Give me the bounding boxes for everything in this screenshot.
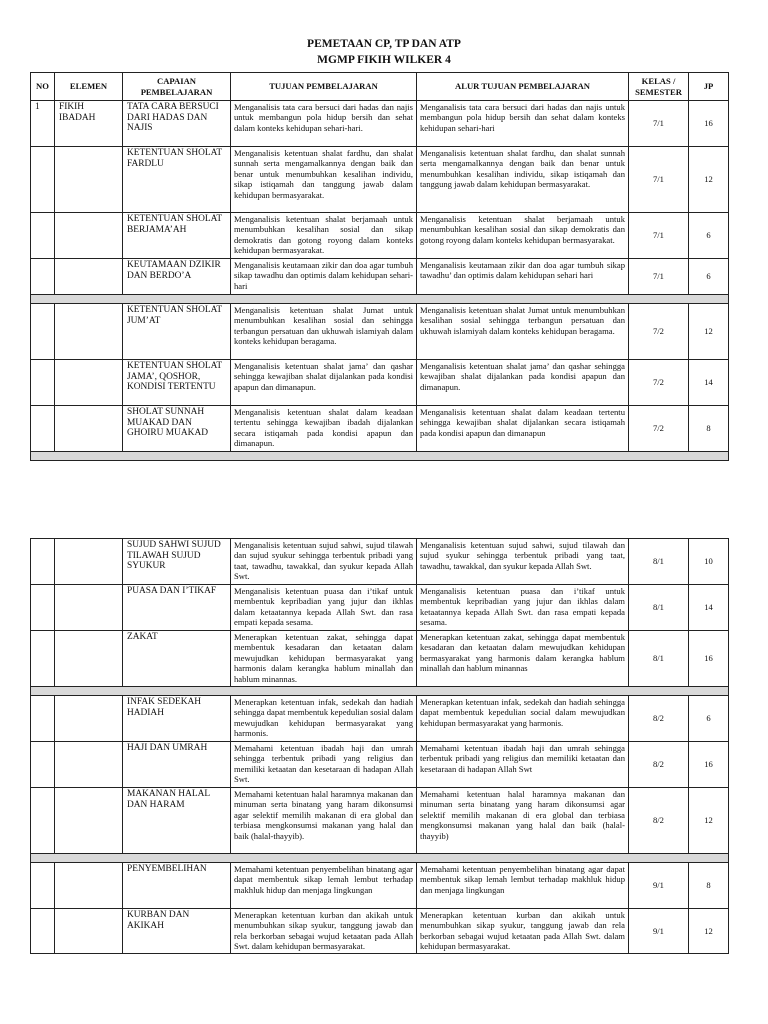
header-jp: JP [689, 73, 729, 101]
jp-cell: 6 [689, 259, 729, 295]
jp-cell: 8 [689, 406, 729, 452]
jp-cell: 16 [689, 101, 729, 147]
table-row [31, 539, 729, 585]
jp-cell: 10 [689, 539, 729, 585]
tujuan-cell: Menganalisis ketentuan shalat jama’ dan qashar sehingga kewajiban shalat dijalankan pada kondisi apapun dan dimanapun. [231, 360, 417, 406]
alur-cell: Menganalisis ketentuan shalat berjamaah untuk menumbuhkan kesalihan sosial dan sikap demokratis dan gotong royong dalam konteks kehidupan bermasyarakat. [417, 213, 629, 259]
header-kelas: KELAS / SEMESTER [629, 73, 689, 101]
tujuan-cell: Memahami ketentuan penyembelihan binatang agar dapat membentuk sikap lemah lembut terhadap makhluk hidup dan menjaga lingkungan [231, 863, 417, 909]
elemen-cell [55, 863, 123, 909]
alur-cell: Menganalisis tata cara bersuci dari hadas dan najis untuk membangun pola hidup bersih dan sehat dalam konteks kehidupan sehari-hari [417, 101, 629, 147]
alur-cell: Menganalisis ketentuan shalat jama’ dan qashar sehingga kewajiban shalat dijalankan pada kondisi apapun dan dimanapun. [417, 360, 629, 406]
row-number [31, 631, 55, 687]
row-number [31, 304, 55, 360]
table-row [31, 360, 729, 406]
elemen-cell [55, 360, 123, 406]
table-row [31, 909, 729, 954]
tujuan-cell: Menganalisis keutamaan zikir dan doa agar tumbuh sikap tawadhu dan optimis dalam kehidupan sehari-hari [231, 259, 417, 295]
row-number [31, 863, 55, 909]
kelas-cell: 7/2 [629, 406, 689, 452]
alur-cell: Memahami ketentuan penyembelihan binatang agar dapat membentuk sikap lemah lembut terhadap makhluk hidup dan menjaga lingkungan [417, 863, 629, 909]
elemen-cell [55, 147, 123, 213]
kelas-cell: 8/1 [629, 631, 689, 687]
jp-cell: 6 [689, 213, 729, 259]
kelas-cell: 8/2 [629, 696, 689, 742]
table-row [31, 101, 729, 147]
header-elemen: ELEMEN [55, 73, 123, 101]
jp-cell: 16 [689, 742, 729, 788]
alur-cell: Menganalisis ketentuan shalat dalam keadaan tertentu sehingga kewajiban shalat dijalankan secara istiqamah pada kondisi apapun dan dimanapun [417, 406, 629, 452]
capaian-cell: KETENTUAN SHOLAT BERJAMA’AH [123, 213, 231, 259]
header-alur: ALUR TUJUAN PEMBELAJARAN [417, 73, 629, 101]
capaian-cell: PUASA DAN I’TIKAF [123, 585, 231, 631]
elemen-cell [55, 631, 123, 687]
tujuan-cell: Menerapkan ketentuan infak, sedekah dan hadiah sehingga dapat membentuk kepedulian sosial dalam mewujudkan kehidupan bermasyarakat yang harmonis. [231, 696, 417, 742]
document-title: PEMETAAN CP, TP DAN ATP [307, 38, 461, 50]
jp-cell: 14 [689, 360, 729, 406]
tujuan-cell: Menganalisis ketentuan shalat dalam keadaan tertentu sehingga kewajiban ibadah dijalankan secara istiqamah pada kondisi apapun dan dimanapun. [231, 406, 417, 452]
capaian-cell: ZAKAT [123, 631, 231, 687]
table-row [31, 585, 729, 631]
elemen-cell [55, 742, 123, 788]
table-row [31, 696, 729, 742]
tujuan-cell: Menganalisis ketentuan shalat berjamaah untuk menumbuhkan kesalihan sosial dan sikap demokratis dan gotong royong dalam konteks kehidupan bermasyarakat. [231, 213, 417, 259]
tujuan-cell: Menganalisis ketentuan shalat fardhu, dan shalat sunnah serta mengamalkannya dengan baik dan benar untuk menumbuhkan kesalihan individu, sikap istiqamah dan tanggung jawab dalam kehidupan bermasyarakat. [231, 147, 417, 213]
kelas-cell: 7/1 [629, 213, 689, 259]
capaian-cell: SHOLAT SUNNAH MUAKAD DAN GHOIRU MUAKAD [123, 406, 231, 452]
capaian-cell: HAJI DAN UMRAH [123, 742, 231, 788]
elemen-cell [55, 788, 123, 854]
elemen-cell [55, 696, 123, 742]
tujuan-cell: Memahami ketentuan ibadah haji dan umrah sehingga terbentuk pribadi yang religius dan memiliki ketaatan dan kesetaraan di hadapan Allah Swt. [231, 742, 417, 788]
kelas-cell: 7/1 [629, 101, 689, 147]
capaian-cell: KETENTUAN SHOLAT JAMA’, QOSHOR, KONDISI TERTENTU [123, 360, 231, 406]
elemen-cell [55, 304, 123, 360]
alur-cell: Menerapkan ketentuan infak, sedekah dan hadiah sehingga dapat membentuk kepedulian social dalam mewujudkan kehidupan bermasyarakat yang harmonis. [417, 696, 629, 742]
capaian-cell: KEUTAMAAN DZIKIR DAN BERDO’A [123, 259, 231, 295]
header-no: NO [31, 73, 55, 101]
tujuan-cell: Menganalisis ketentuan puasa dan i’tikaf untuk membentuk kepribadian yang jujur dan ikhlas dalam ketaatannya kepada Allah Swt. dan rasa empati kepada sesama. [231, 585, 417, 631]
elemen-cell [55, 539, 123, 585]
jp-cell: 12 [689, 147, 729, 213]
table-row [31, 742, 729, 788]
alur-cell: Menerapkan ketentuan zakat, sehingga dapat membentuk kesadaran dan ketaatan dalam mewujudkan kehidupan bermasyarakat yang harmonis dalam kerangka hablum minallah dan hablum minannas [417, 631, 629, 687]
kelas-cell: 7/2 [629, 360, 689, 406]
row-number [31, 360, 55, 406]
capaian-cell: KURBAN DAN AKIKAH [123, 909, 231, 954]
header-tujuan: TUJUAN PEMBELAJARAN [231, 73, 417, 101]
elemen-cell [55, 406, 123, 452]
mapping-table-1 [30, 72, 729, 461]
alur-cell: Menganalisis ketentuan shalat Jumat untuk menumbuhkan kesalihan sosial sehingga terbangun persatuan dan ukhuwah islamiyah dalam konteks kehidupan beragama. [417, 304, 629, 360]
capaian-cell: TATA CARA BERSUCI DARI HADAS DAN NAJIS [123, 101, 231, 147]
tujuan-cell: Menganalisis ketentuan shalat Jumat untuk menumbuhkan kesalihan sosial dan sehingga terbangun persatuan dan ukhuwah islamiyah dalam konteks kehidupan beragama. [231, 304, 417, 360]
separator-cell [31, 295, 729, 304]
row-number [31, 213, 55, 259]
capaian-cell: INFAK SEDEKAH HADIAH [123, 696, 231, 742]
row-number [31, 539, 55, 585]
table-row [31, 304, 729, 360]
kelas-cell: 9/1 [629, 863, 689, 909]
table-row [31, 213, 729, 259]
elemen-cell [55, 909, 123, 954]
header-capaian: CAPAIAN PEMBELAJARAN [123, 73, 231, 101]
table-row [31, 406, 729, 452]
tujuan-cell: Menganalisis tata cara bersuci dari hadas dan najis untuk membangun pola hidup bersih dan sehat dalam konteks kehidupan sehari-hari. [231, 101, 417, 147]
separator-row [31, 687, 729, 696]
kelas-cell: 8/1 [629, 585, 689, 631]
tujuan-cell: Memahami ketentuan halal haramnya makanan dan minuman serta binatang yang haram dikonsumsi agar selektif memilih makanan di era global dan terbiasa mengkonsumsi makanan yang halal dan baik (halal-thayyib). [231, 788, 417, 854]
table-row [31, 788, 729, 854]
capaian-cell: MAKANAN HALAL DAN HARAM [123, 788, 231, 854]
row-number [31, 147, 55, 213]
alur-cell: Memahami ketentuan ibadah haji dan umrah sehingga terbentuk pribadi yang religius dan memiliki ketaatan dan kesetaraan di hadapan Allah Swt [417, 742, 629, 788]
separator-row [31, 452, 729, 461]
table-header-row [31, 73, 729, 101]
elemen-cell [55, 585, 123, 631]
capaian-cell: SUJUD SAHWI SUJUD TILAWAH SUJUD SYUKUR [123, 539, 231, 585]
alur-cell: Menerapkan ketentuan kurban dan akikah untuk menumbuhkan sikap syukur, tanggung jawab dan rela berkorban sebagai wujud ketaatan pada Allah Swt. dalam kehidupan bermasyarakat. [417, 909, 629, 954]
alur-cell: Memahami ketentuan halal haramnya makanan dan minuman serta binatang yang haram dikonsumsi agar selektif memilih makanan di era global dan terbiasa mengkonsumsi makanan yang halal dan baik (halal-thayyib) [417, 788, 629, 854]
kelas-cell: 9/1 [629, 909, 689, 954]
jp-cell: 6 [689, 696, 729, 742]
jp-cell: 12 [689, 304, 729, 360]
tujuan-cell: Menerapkan ketentuan kurban dan akikah untuk menumbuhkan sikap syukur, tanggung jawab dan rela berkorban sebagai wujud ketaatan pada Allah Swt. dalam kehidupan bermasyarakat. [231, 909, 417, 954]
separator-row [31, 295, 729, 304]
alur-cell: Menganalisis ketentuan puasa dan i’tikaf untuk membentuk kepribadian yang jujur dan ikhlas dalam ketaatannya kepada Allah Swt. dan rasa empati kepada sesama. [417, 585, 629, 631]
kelas-cell: 7/2 [629, 304, 689, 360]
table-row [31, 259, 729, 295]
elemen-cell [55, 213, 123, 259]
jp-cell: 12 [689, 788, 729, 854]
separator-row [31, 854, 729, 863]
alur-cell: Menganalisis ketentuan sujud sahwi, sujud tilawah dan sujud syukur sehingga terbentuk pribadi yang taat, tawadhu, tawakkal, dan syukur kepada Allah Swt. [417, 539, 629, 585]
row-number [31, 696, 55, 742]
kelas-cell: 7/1 [629, 147, 689, 213]
kelas-cell: 8/2 [629, 742, 689, 788]
jp-cell: 16 [689, 631, 729, 687]
separator-cell [31, 854, 729, 863]
tujuan-cell: Menerapkan ketentuan zakat, sehingga dapat membentuk kesadaran dan ketaatan dalam mewujudkan kehidupan bermasyarakat yang harmonis dalam kerangka hablum minallah dan hablum minannas. [231, 631, 417, 687]
row-number: 1 [31, 101, 55, 147]
capaian-cell: KETENTUAN SHOLAT JUM’AT [123, 304, 231, 360]
jp-cell: 12 [689, 909, 729, 954]
document-subtitle: MGMP FIKIH WILKER 4 [317, 54, 451, 66]
kelas-cell: 8/1 [629, 539, 689, 585]
tujuan-cell: Menganalisis ketentuan sujud sahwi, sujud tilawah dan sujud syukur sehingga terbentuk pribadi yang taat, tawadhu, tawakkal, dan syukur kepada Allah Swt. [231, 539, 417, 585]
alur-cell: Menganalisis keutamaan zikir dan doa agar tumbuh sikap tawadhu’ dan optimis dalam kehidupan sehari hari [417, 259, 629, 295]
elemen-cell: FIKIH IBADAH [55, 101, 123, 147]
table-row [31, 863, 729, 909]
row-number [31, 909, 55, 954]
jp-cell: 14 [689, 585, 729, 631]
row-number [31, 742, 55, 788]
table-row [31, 147, 729, 213]
capaian-cell: KETENTUAN SHOLAT FARDLU [123, 147, 231, 213]
row-number [31, 406, 55, 452]
kelas-cell: 8/2 [629, 788, 689, 854]
alur-cell: Menganalisis ketentuan shalat fardhu, dan shalat sunnah serta mengamalkannya dengan baik dan benar untuk menumbuhkan kesalihan individu, sikap istiqamah dan tanggung jawab dalam kehidupan bermasyarakat. [417, 147, 629, 213]
table-row [31, 631, 729, 687]
kelas-cell: 7/1 [629, 259, 689, 295]
separator-cell [31, 687, 729, 696]
row-number [31, 585, 55, 631]
row-number [31, 788, 55, 854]
jp-cell: 8 [689, 863, 729, 909]
mapping-table-2 [30, 538, 729, 954]
capaian-cell: PENYEMBELIHAN [123, 863, 231, 909]
elemen-cell [55, 259, 123, 295]
separator-cell [31, 452, 729, 461]
row-number [31, 259, 55, 295]
